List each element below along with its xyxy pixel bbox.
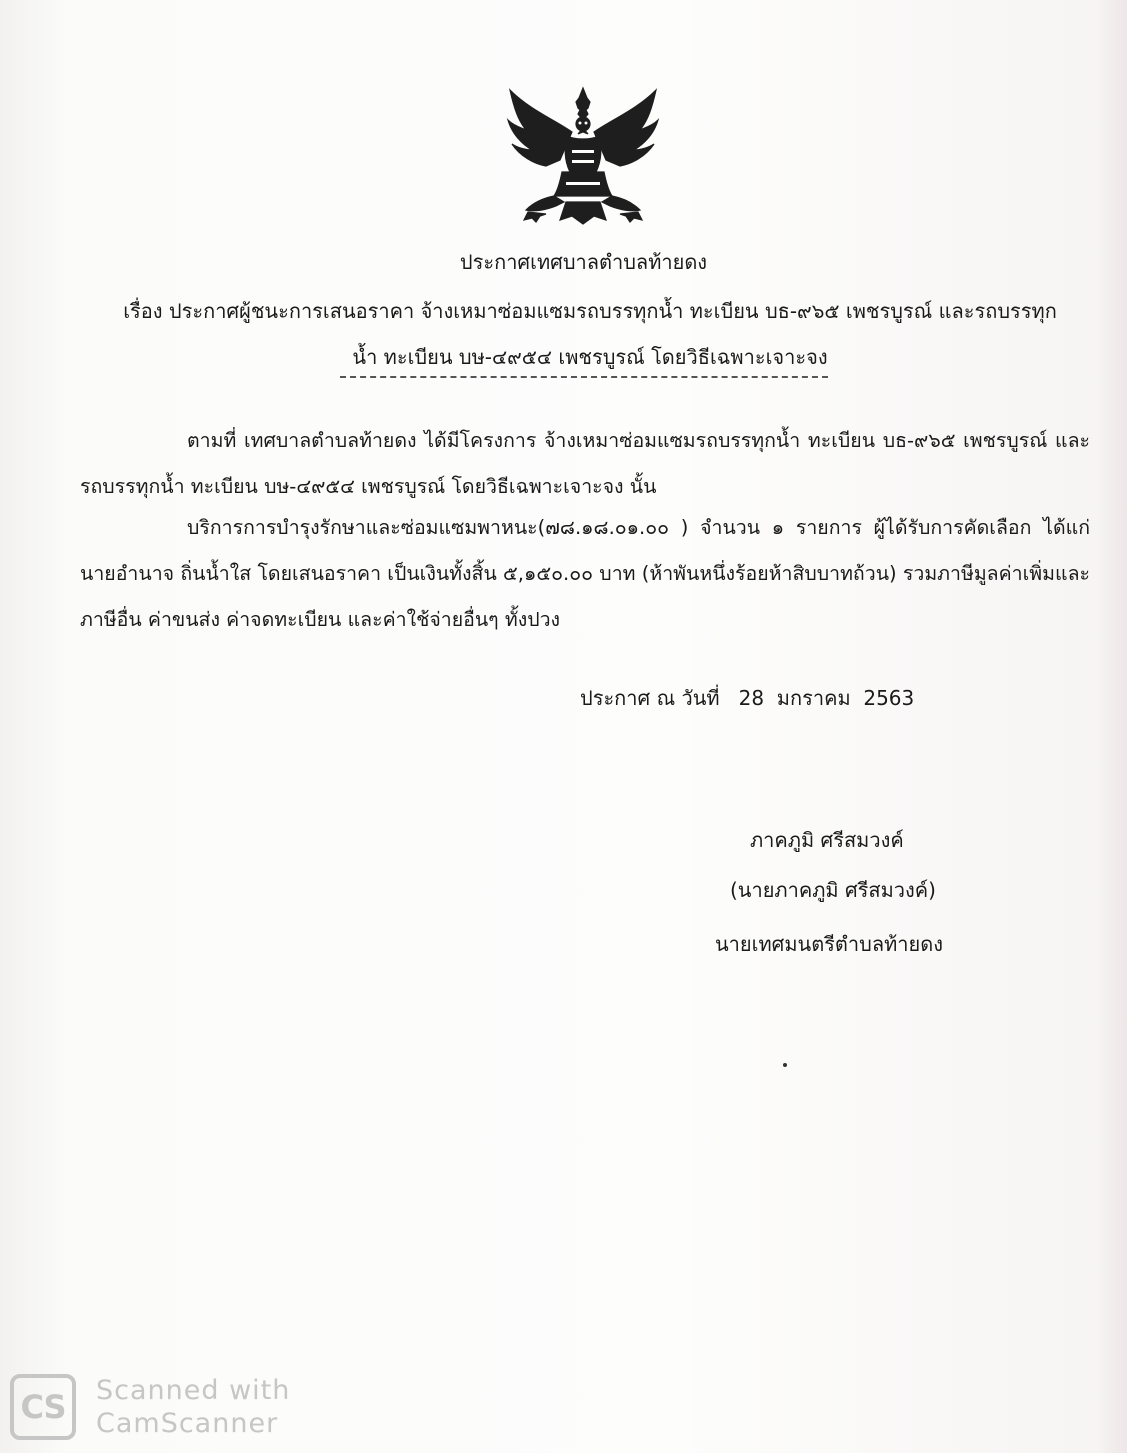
- announcement-subject: [90, 288, 1090, 380]
- garuda-emblem-icon: [500, 80, 666, 230]
- subject-line-2: น้ำ ทะเบียน บษ-๔๙๕๔ เพชรบูรณ์ โดยวิธีเฉพาะเจาะจง: [352, 345, 828, 369]
- stray-mark: [783, 1063, 787, 1067]
- camscanner-logo-icon: CS: [10, 1374, 76, 1440]
- body-paragraph-1: ตามที่ เทศบาลตำบลท้ายดง ได้มีโครงการ จ้างเหมาซ่อมแซมรถบรรทุกน้ำ ทะเบียน บธ-๙๖๕ เพชรบูรณ์ และรถบรรทุกน้ำ ทะเบียน บษ-๔๙๕๔ เพชรบูรณ์ โดยวิธีเฉพาะเจาะจง นั้น: [80, 429, 1090, 498]
- camscanner-watermark: [96, 1374, 290, 1440]
- body-paragraph-2: บริการการบำรุงรักษาและซ่อมแซมพาหนะ(๗๘.๑๘.๐๑.๐๐ ) จำนวน ๑ รายการ ผู้ได้รับการคัดเลือก ได้แก่ นายอำนาจ ถิ่นน้ำใส โดยเสนอราคา เป็นเงินทั้งสิ้น ๕,๑๕๐.๐๐ บาท (ห้าพันหนึ่งร้อยห้าสิบบาทถ้วน) รวมภาษีมูลค่าเพิ่มและภาษีอื่น ค่าขนส่ง ค่าจดทะเบียน และค่าใช้จ่ายอื่นๆ ทั้งปวง: [80, 516, 1090, 631]
- divider-line: [340, 376, 828, 378]
- announcement-title: ประกาศเทศบาลตำบลท้ายดง: [459, 250, 708, 274]
- announcement-date: ประกาศ ณ วันที่ 28 มกราคม 2563: [580, 686, 915, 710]
- signer-full-name: (นายภาคภูมิ ศรีสมวงค์): [730, 878, 936, 902]
- watermark-line-1: Scanned with: [96, 1375, 291, 1406]
- subject-line-1: เรื่อง ประกาศผู้ชนะการเสนอราคา จ้างเหมาซ่อมแซมรถบรรทุกน้ำ ทะเบียน บธ-๙๖๕ เพชรบูรณ์ และรถบรรทุก: [123, 299, 1057, 323]
- signer-position: นายเทศมนตรีตำบลท้ายดง: [715, 932, 943, 956]
- watermark-line-2: CamScanner: [96, 1408, 279, 1439]
- page-edge-shadow: [1097, 0, 1127, 1453]
- signature: ภาคภูมิ ศรีสมวงค์: [750, 828, 904, 852]
